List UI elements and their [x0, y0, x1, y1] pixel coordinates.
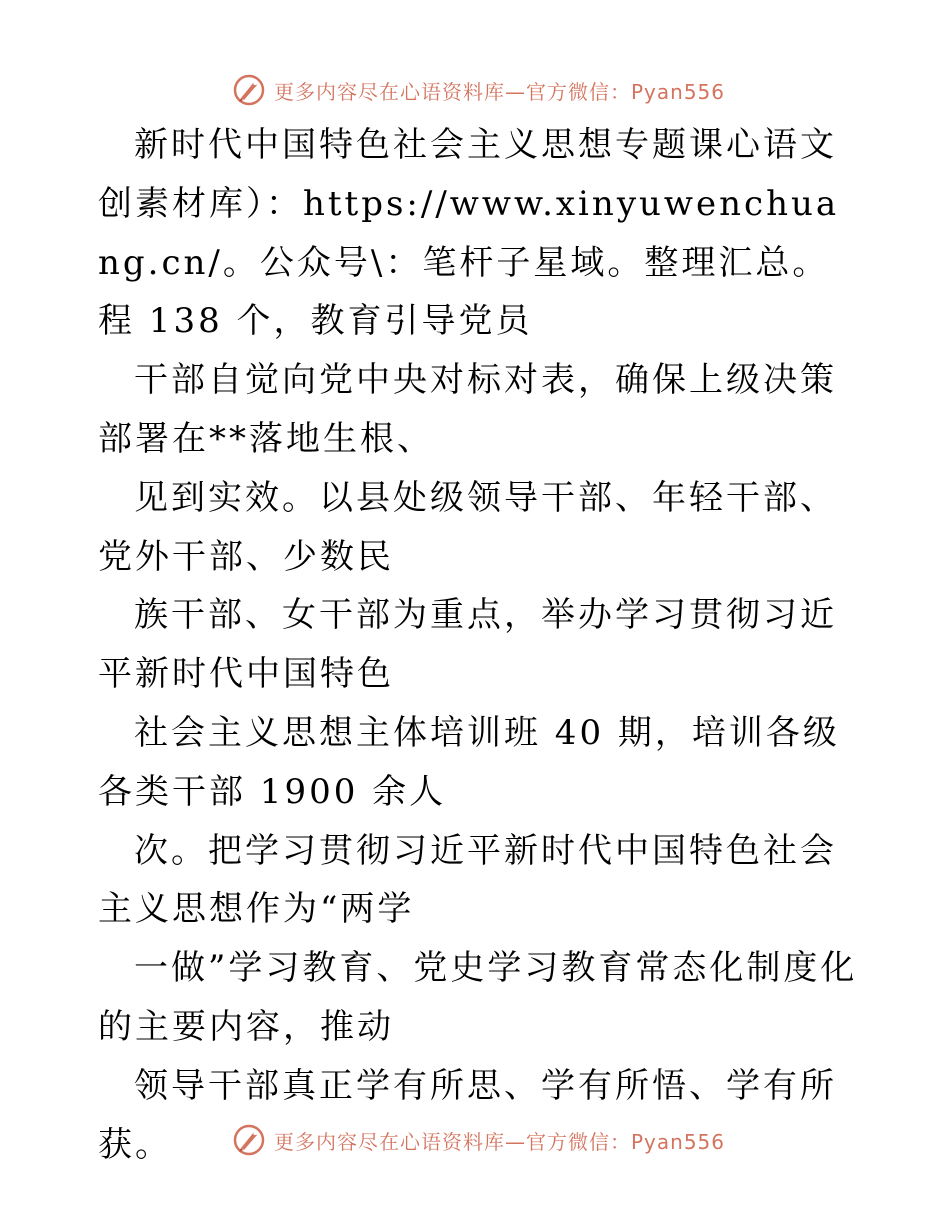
document-body: [98, 116, 858, 1174]
quill-logo-icon: [232, 73, 266, 107]
paragraph-1: 新时代中国特色社会主义思想专题课心语文创素材库）：https://www.xinyuwenchuang.cn/。公众号\：笔杆子星域。整理汇总。程 138 个，教育引导党员: [98, 125, 840, 342]
quill-logo-icon: [232, 1123, 266, 1157]
paragraph-3: 见到实效。以县处级领导干部、年轻干部、党外干部、少数民: [98, 477, 837, 577]
paragraph-7: 一做”学习教育、党史学习教育常态化制度化的主要内容，推动: [98, 948, 858, 1047]
paragraph-8: 领导干部真正学有所思、学有所悟、学有所获。: [98, 1065, 837, 1165]
header-watermark-text: 更多内容尽在心语资料库—官方微信：Pyan556: [274, 79, 726, 104]
paragraph-4: 族干部、女干部为重点，举办学习贯彻习近平新时代中国特色: [98, 595, 837, 695]
header-watermark-banner: [232, 70, 725, 110]
footer-watermark-banner: [232, 1120, 725, 1160]
footer-watermark-text: 更多内容尽在心语资料库—官方微信：Pyan556: [274, 1129, 726, 1154]
paragraph-5: 社会主义思想主体培训班 40 期，培训各级各类干部 1900 余人: [98, 712, 840, 812]
paragraph-6: 次。把学习贯彻习近平新时代中国特色社会主义思想作为“两学: [98, 830, 837, 930]
paragraph-2: 干部自觉向党中央对标对表，确保上级决策部署在**落地生根、: [98, 360, 837, 459]
